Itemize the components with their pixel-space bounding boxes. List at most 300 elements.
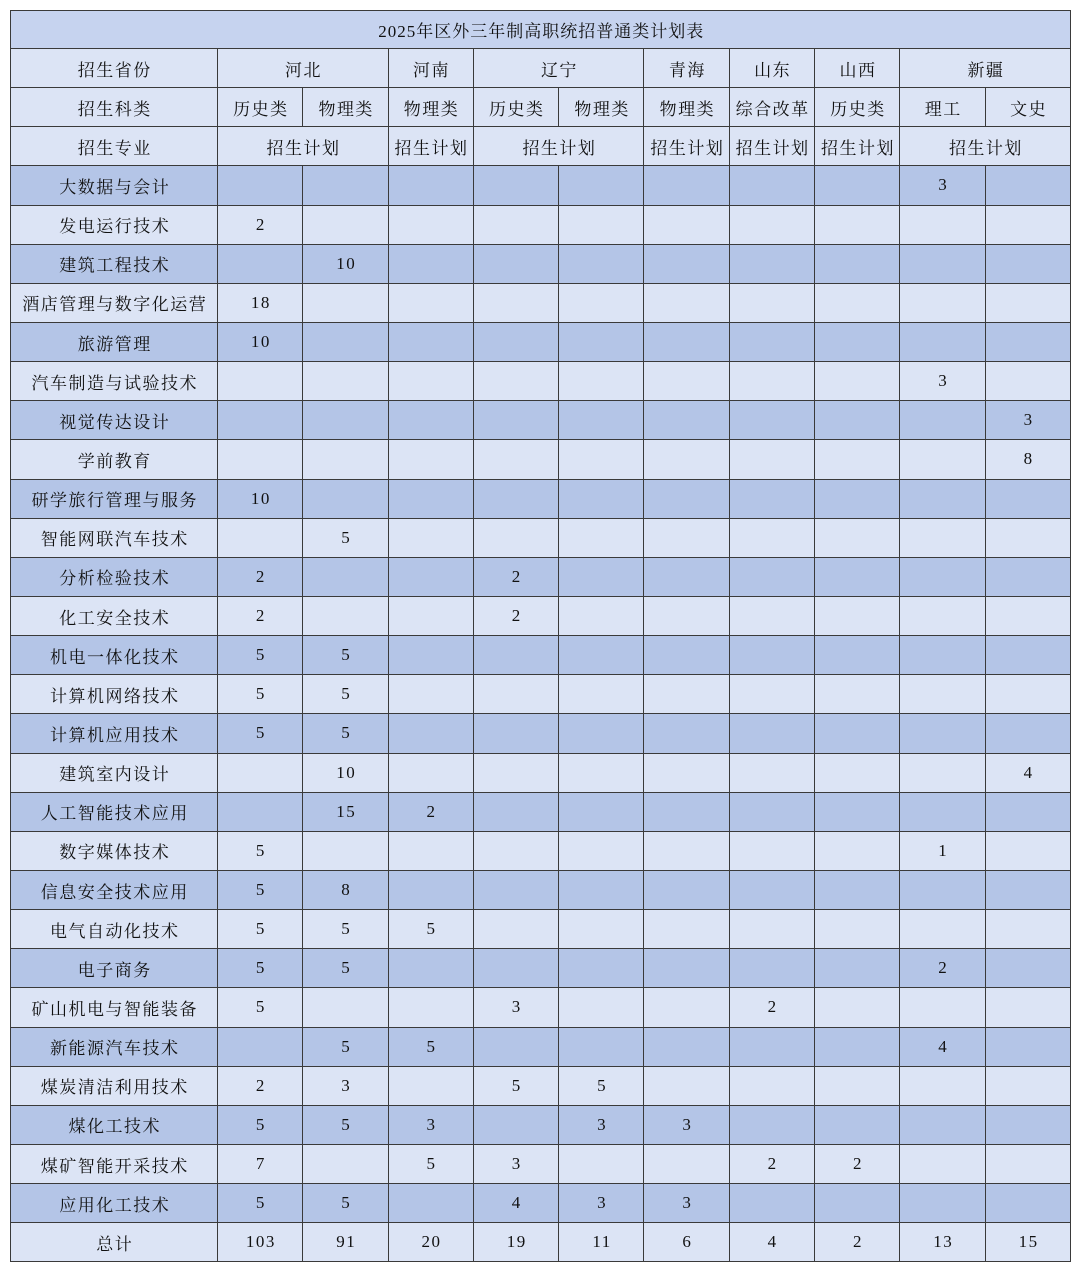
plan-cell: 3 bbox=[985, 401, 1070, 440]
plan-cell: 5 bbox=[303, 910, 388, 949]
plan-cell bbox=[218, 518, 303, 557]
plan-cell bbox=[729, 362, 814, 401]
plan-cell bbox=[985, 1184, 1070, 1223]
table-row bbox=[11, 910, 1071, 949]
table-row bbox=[11, 479, 1071, 518]
plan-cell: 5 bbox=[303, 675, 388, 714]
total-cell: 11 bbox=[559, 1223, 644, 1262]
plan-cell bbox=[644, 440, 729, 479]
plan-cell: 5 bbox=[218, 910, 303, 949]
plan-cell bbox=[729, 1027, 814, 1066]
plan-cell bbox=[815, 479, 900, 518]
plan-cell bbox=[388, 244, 473, 283]
table-row bbox=[11, 205, 1071, 244]
plan-cell bbox=[900, 244, 985, 283]
plan-cell bbox=[985, 910, 1070, 949]
major-name: 旅游管理 bbox=[11, 322, 218, 361]
major-name: 电子商务 bbox=[11, 949, 218, 988]
category-cell: 历史类 bbox=[815, 88, 900, 127]
total-cell: 19 bbox=[473, 1223, 558, 1262]
plan-cell bbox=[559, 166, 644, 205]
plan-cell bbox=[644, 675, 729, 714]
plan-cell bbox=[388, 401, 473, 440]
plan-cell: 5 bbox=[218, 636, 303, 675]
plan-cell bbox=[985, 479, 1070, 518]
plan-cell bbox=[815, 401, 900, 440]
plan-cell bbox=[388, 831, 473, 870]
plan-cell: 5 bbox=[388, 1144, 473, 1183]
major-header-row bbox=[11, 127, 1071, 166]
plan-cell: 2 bbox=[729, 1144, 814, 1183]
plan-cell bbox=[473, 479, 558, 518]
plan-cell bbox=[388, 870, 473, 909]
plan-cell: 3 bbox=[473, 1144, 558, 1183]
plan-cell: 5 bbox=[303, 1027, 388, 1066]
plan-cell bbox=[985, 1144, 1070, 1183]
plan-cell: 5 bbox=[303, 714, 388, 753]
plan-cell bbox=[985, 636, 1070, 675]
table-row bbox=[11, 440, 1071, 479]
plan-cell bbox=[815, 910, 900, 949]
plan-cell bbox=[729, 636, 814, 675]
plan-cell bbox=[985, 283, 1070, 322]
province-xinjiang: 新疆 bbox=[900, 49, 1071, 88]
plan-cell: 3 bbox=[388, 1105, 473, 1144]
major-name: 智能网联汽车技术 bbox=[11, 518, 218, 557]
plan-cell: 10 bbox=[303, 244, 388, 283]
plan-cell bbox=[559, 1144, 644, 1183]
plan-cell bbox=[729, 1066, 814, 1105]
plan-cell bbox=[900, 440, 985, 479]
plan-cell: 2 bbox=[218, 1066, 303, 1105]
plan-cell bbox=[985, 831, 1070, 870]
plan-cell: 5 bbox=[218, 714, 303, 753]
plan-cell bbox=[985, 518, 1070, 557]
plan-cell: 3 bbox=[900, 166, 985, 205]
category-header-label: 招生科类 bbox=[11, 88, 218, 127]
plan-cell: 2 bbox=[815, 1144, 900, 1183]
plan-cell bbox=[559, 949, 644, 988]
total-cell: 4 bbox=[729, 1223, 814, 1262]
major-name: 酒店管理与数字化运营 bbox=[11, 283, 218, 322]
plan-cell bbox=[644, 166, 729, 205]
plan-cell bbox=[900, 1144, 985, 1183]
plan-cell bbox=[473, 166, 558, 205]
total-row bbox=[11, 1223, 1071, 1262]
total-cell: 20 bbox=[388, 1223, 473, 1262]
plan-cell bbox=[388, 1066, 473, 1105]
plan-cell bbox=[985, 1105, 1070, 1144]
major-name: 应用化工技术 bbox=[11, 1184, 218, 1223]
table-row bbox=[11, 596, 1071, 635]
plan-cell bbox=[900, 675, 985, 714]
plan-cell bbox=[815, 244, 900, 283]
plan-header: 招生计划 bbox=[644, 127, 729, 166]
plan-cell bbox=[815, 714, 900, 753]
plan-cell bbox=[729, 479, 814, 518]
plan-cell bbox=[303, 557, 388, 596]
plan-cell: 5 bbox=[218, 1105, 303, 1144]
category-header-row bbox=[11, 88, 1071, 127]
plan-cell bbox=[900, 714, 985, 753]
plan-cell bbox=[559, 596, 644, 635]
plan-cell bbox=[644, 636, 729, 675]
plan-cell: 3 bbox=[644, 1105, 729, 1144]
plan-cell bbox=[985, 244, 1070, 283]
plan-cell bbox=[815, 949, 900, 988]
plan-cell bbox=[388, 322, 473, 361]
plan-cell bbox=[218, 244, 303, 283]
plan-cell bbox=[559, 675, 644, 714]
province-hebei: 河北 bbox=[218, 49, 389, 88]
plan-cell: 10 bbox=[218, 479, 303, 518]
plan-cell bbox=[985, 557, 1070, 596]
plan-cell bbox=[559, 362, 644, 401]
plan-cell bbox=[388, 518, 473, 557]
plan-cell bbox=[985, 322, 1070, 361]
table-row bbox=[11, 714, 1071, 753]
table-row bbox=[11, 1144, 1071, 1183]
plan-cell bbox=[559, 518, 644, 557]
plan-cell bbox=[473, 831, 558, 870]
total-cell: 15 bbox=[985, 1223, 1070, 1262]
plan-cell: 8 bbox=[303, 870, 388, 909]
plan-cell bbox=[644, 988, 729, 1027]
plan-cell bbox=[559, 988, 644, 1027]
plan-cell bbox=[644, 401, 729, 440]
plan-cell bbox=[815, 675, 900, 714]
plan-cell bbox=[473, 244, 558, 283]
plan-cell bbox=[303, 401, 388, 440]
plan-cell: 3 bbox=[559, 1184, 644, 1223]
table-row bbox=[11, 949, 1071, 988]
plan-cell: 5 bbox=[388, 1027, 473, 1066]
plan-cell: 2 bbox=[900, 949, 985, 988]
plan-cell bbox=[729, 831, 814, 870]
plan-cell bbox=[815, 1027, 900, 1066]
category-cell: 物理类 bbox=[644, 88, 729, 127]
plan-cell: 10 bbox=[303, 753, 388, 792]
plan-cell bbox=[388, 949, 473, 988]
plan-cell bbox=[559, 283, 644, 322]
table-row bbox=[11, 1184, 1071, 1223]
plan-cell bbox=[729, 753, 814, 792]
plan-cell bbox=[388, 557, 473, 596]
plan-header: 招生计划 bbox=[729, 127, 814, 166]
plan-cell bbox=[388, 1184, 473, 1223]
plan-cell bbox=[559, 792, 644, 831]
plan-cell: 2 bbox=[388, 792, 473, 831]
plan-cell: 5 bbox=[559, 1066, 644, 1105]
plan-cell bbox=[900, 792, 985, 831]
table-row bbox=[11, 322, 1071, 361]
plan-cell bbox=[985, 596, 1070, 635]
plan-cell bbox=[815, 205, 900, 244]
table-title: 2025年区外三年制高职统招普通类计划表 bbox=[11, 11, 1071, 49]
plan-cell bbox=[644, 205, 729, 244]
plan-cell bbox=[729, 675, 814, 714]
major-header-label: 招生专业 bbox=[11, 127, 218, 166]
table-row bbox=[11, 244, 1071, 283]
plan-cell bbox=[644, 1066, 729, 1105]
plan-cell: 18 bbox=[218, 283, 303, 322]
plan-cell bbox=[985, 675, 1070, 714]
plan-cell bbox=[729, 910, 814, 949]
plan-cell bbox=[303, 205, 388, 244]
plan-cell bbox=[815, 753, 900, 792]
table-row bbox=[11, 753, 1071, 792]
plan-cell bbox=[473, 440, 558, 479]
plan-cell bbox=[900, 1066, 985, 1105]
plan-cell bbox=[985, 949, 1070, 988]
plan-cell bbox=[473, 283, 558, 322]
plan-cell bbox=[815, 792, 900, 831]
plan-cell bbox=[900, 322, 985, 361]
plan-cell bbox=[815, 322, 900, 361]
plan-cell bbox=[729, 949, 814, 988]
category-cell: 理工 bbox=[900, 88, 985, 127]
plan-cell: 3 bbox=[303, 1066, 388, 1105]
plan-cell bbox=[388, 988, 473, 1027]
category-cell: 历史类 bbox=[218, 88, 303, 127]
plan-cell bbox=[644, 910, 729, 949]
plan-cell bbox=[559, 753, 644, 792]
table-row bbox=[11, 1066, 1071, 1105]
plan-cell bbox=[218, 753, 303, 792]
major-name: 计算机网络技术 bbox=[11, 675, 218, 714]
plan-cell bbox=[900, 753, 985, 792]
province-header-label: 招生省份 bbox=[11, 49, 218, 88]
major-name: 学前教育 bbox=[11, 440, 218, 479]
province-qinghai: 青海 bbox=[644, 49, 729, 88]
plan-cell bbox=[644, 949, 729, 988]
plan-cell bbox=[644, 753, 729, 792]
plan-cell: 2 bbox=[473, 557, 558, 596]
plan-cell bbox=[218, 440, 303, 479]
province-henan: 河南 bbox=[388, 49, 473, 88]
plan-cell bbox=[303, 596, 388, 635]
category-cell: 文史 bbox=[985, 88, 1070, 127]
plan-cell bbox=[388, 714, 473, 753]
major-name: 机电一体化技术 bbox=[11, 636, 218, 675]
plan-cell bbox=[473, 401, 558, 440]
plan-cell bbox=[985, 166, 1070, 205]
plan-cell bbox=[559, 440, 644, 479]
plan-cell: 2 bbox=[218, 596, 303, 635]
plan-cell bbox=[559, 244, 644, 283]
plan-cell: 5 bbox=[218, 949, 303, 988]
category-cell: 历史类 bbox=[473, 88, 558, 127]
plan-cell bbox=[644, 322, 729, 361]
plan-cell bbox=[473, 1105, 558, 1144]
plan-cell bbox=[815, 1184, 900, 1223]
table-row bbox=[11, 1105, 1071, 1144]
plan-cell bbox=[559, 870, 644, 909]
plan-cell bbox=[900, 518, 985, 557]
plan-cell bbox=[644, 557, 729, 596]
plan-cell bbox=[729, 1184, 814, 1223]
plan-cell bbox=[985, 714, 1070, 753]
province-header-row bbox=[11, 49, 1071, 88]
plan-cell bbox=[900, 557, 985, 596]
plan-cell bbox=[644, 831, 729, 870]
major-name: 大数据与会计 bbox=[11, 166, 218, 205]
plan-cell bbox=[900, 401, 985, 440]
plan-cell bbox=[473, 870, 558, 909]
plan-cell bbox=[559, 910, 644, 949]
plan-cell: 3 bbox=[644, 1184, 729, 1223]
plan-cell bbox=[815, 557, 900, 596]
plan-cell: 8 bbox=[985, 440, 1070, 479]
plan-cell bbox=[473, 949, 558, 988]
total-cell: 13 bbox=[900, 1223, 985, 1262]
plan-cell bbox=[900, 283, 985, 322]
plan-cell bbox=[815, 636, 900, 675]
plan-cell bbox=[985, 1027, 1070, 1066]
plan-cell bbox=[729, 440, 814, 479]
plan-cell bbox=[218, 1027, 303, 1066]
table-row bbox=[11, 166, 1071, 205]
plan-cell bbox=[900, 596, 985, 635]
plan-cell: 2 bbox=[218, 205, 303, 244]
plan-cell bbox=[729, 166, 814, 205]
plan-cell: 5 bbox=[473, 1066, 558, 1105]
major-name: 化工安全技术 bbox=[11, 596, 218, 635]
plan-cell bbox=[900, 1184, 985, 1223]
major-name: 视觉传达设计 bbox=[11, 401, 218, 440]
province-shanxi: 山西 bbox=[815, 49, 900, 88]
plan-cell bbox=[559, 714, 644, 753]
plan-cell: 5 bbox=[218, 1184, 303, 1223]
plan-cell bbox=[985, 205, 1070, 244]
plan-cell bbox=[559, 322, 644, 361]
plan-cell bbox=[303, 440, 388, 479]
plan-cell bbox=[815, 831, 900, 870]
plan-cell: 5 bbox=[218, 831, 303, 870]
plan-cell bbox=[815, 518, 900, 557]
plan-cell bbox=[218, 792, 303, 831]
major-name: 煤化工技术 bbox=[11, 1105, 218, 1144]
plan-cell: 5 bbox=[303, 636, 388, 675]
major-name: 煤矿智能开采技术 bbox=[11, 1144, 218, 1183]
plan-cell bbox=[985, 362, 1070, 401]
plan-cell bbox=[644, 792, 729, 831]
plan-cell: 5 bbox=[218, 870, 303, 909]
title-row bbox=[11, 11, 1071, 49]
plan-header: 招生计划 bbox=[473, 127, 644, 166]
total-cell: 6 bbox=[644, 1223, 729, 1262]
major-name: 发电运行技术 bbox=[11, 205, 218, 244]
plan-cell bbox=[985, 1066, 1070, 1105]
plan-cell bbox=[815, 283, 900, 322]
major-name: 研学旅行管理与服务 bbox=[11, 479, 218, 518]
plan-cell bbox=[729, 792, 814, 831]
plan-cell bbox=[303, 479, 388, 518]
plan-cell: 5 bbox=[303, 949, 388, 988]
plan-cell: 15 bbox=[303, 792, 388, 831]
plan-cell bbox=[559, 831, 644, 870]
plan-cell bbox=[729, 283, 814, 322]
plan-cell bbox=[815, 988, 900, 1027]
plan-cell bbox=[303, 322, 388, 361]
plan-cell bbox=[900, 636, 985, 675]
enrollment-plan-table bbox=[10, 10, 1071, 1262]
plan-cell bbox=[473, 714, 558, 753]
plan-cell bbox=[900, 870, 985, 909]
plan-cell: 4 bbox=[900, 1027, 985, 1066]
plan-cell bbox=[815, 362, 900, 401]
table-row bbox=[11, 792, 1071, 831]
table-row bbox=[11, 1027, 1071, 1066]
plan-cell bbox=[900, 205, 985, 244]
category-cell: 物理类 bbox=[303, 88, 388, 127]
plan-cell: 10 bbox=[218, 322, 303, 361]
plan-cell bbox=[473, 792, 558, 831]
table-row bbox=[11, 675, 1071, 714]
major-name: 计算机应用技术 bbox=[11, 714, 218, 753]
plan-cell: 5 bbox=[388, 910, 473, 949]
plan-cell bbox=[729, 401, 814, 440]
plan-cell bbox=[985, 870, 1070, 909]
plan-cell bbox=[388, 753, 473, 792]
plan-cell bbox=[815, 166, 900, 205]
plan-cell bbox=[388, 205, 473, 244]
total-cell: 2 bbox=[815, 1223, 900, 1262]
plan-cell bbox=[303, 988, 388, 1027]
plan-header: 招生计划 bbox=[388, 127, 473, 166]
plan-cell: 3 bbox=[900, 362, 985, 401]
major-name: 数字媒体技术 bbox=[11, 831, 218, 870]
table-row bbox=[11, 518, 1071, 557]
plan-cell: 5 bbox=[218, 675, 303, 714]
plan-cell bbox=[644, 518, 729, 557]
major-name: 人工智能技术应用 bbox=[11, 792, 218, 831]
table-row bbox=[11, 870, 1071, 909]
major-name: 汽车制造与试验技术 bbox=[11, 362, 218, 401]
plan-cell bbox=[303, 166, 388, 205]
province-shandong: 山东 bbox=[729, 49, 814, 88]
plan-cell: 3 bbox=[559, 1105, 644, 1144]
plan-cell bbox=[218, 362, 303, 401]
major-name: 矿山机电与智能装备 bbox=[11, 988, 218, 1027]
plan-cell bbox=[559, 636, 644, 675]
plan-cell bbox=[985, 988, 1070, 1027]
plan-cell bbox=[303, 362, 388, 401]
plan-cell: 5 bbox=[218, 988, 303, 1027]
plan-cell: 5 bbox=[303, 1105, 388, 1144]
plan-cell bbox=[644, 870, 729, 909]
plan-cell bbox=[218, 401, 303, 440]
plan-cell bbox=[473, 362, 558, 401]
plan-cell bbox=[473, 322, 558, 361]
plan-cell bbox=[815, 440, 900, 479]
plan-cell bbox=[473, 205, 558, 244]
plan-cell bbox=[388, 596, 473, 635]
total-cell: 91 bbox=[303, 1223, 388, 1262]
plan-cell bbox=[729, 714, 814, 753]
table-row bbox=[11, 636, 1071, 675]
plan-cell bbox=[644, 596, 729, 635]
plan-cell bbox=[388, 675, 473, 714]
plan-cell bbox=[644, 479, 729, 518]
plan-cell bbox=[644, 244, 729, 283]
plan-cell bbox=[815, 1105, 900, 1144]
plan-cell: 5 bbox=[303, 518, 388, 557]
major-name: 信息安全技术应用 bbox=[11, 870, 218, 909]
major-name: 煤炭清洁利用技术 bbox=[11, 1066, 218, 1105]
plan-cell bbox=[559, 205, 644, 244]
plan-cell bbox=[644, 362, 729, 401]
